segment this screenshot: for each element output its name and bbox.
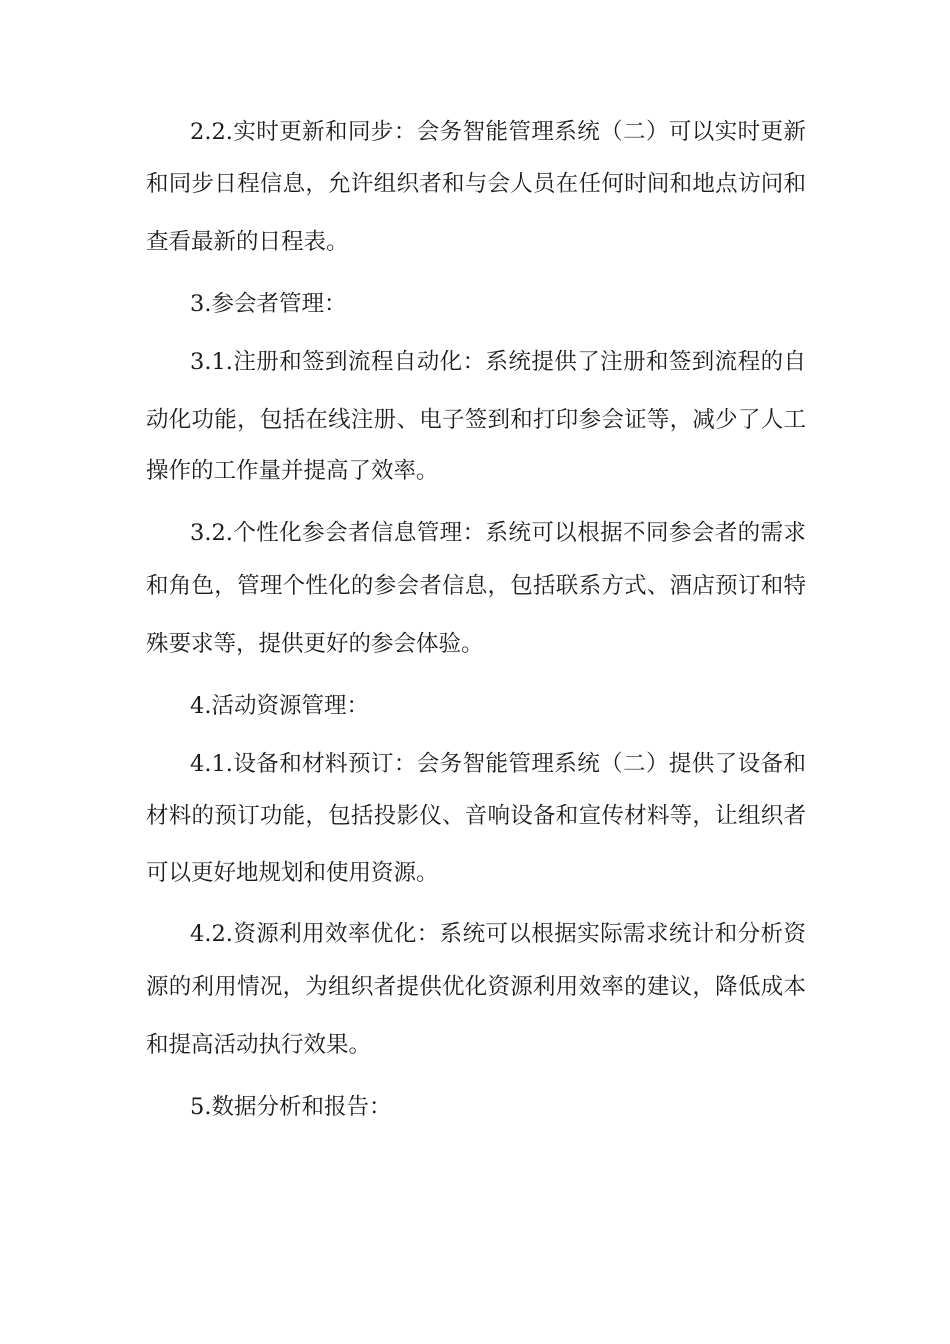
text-line: 2.2.实时更新和同步：会务智能管理系统（二）可以实时更新 xyxy=(190,119,806,145)
section-heading: 3.参会者管理： xyxy=(190,291,347,317)
text-line: 操作的工作量并提高了效率。 xyxy=(146,458,439,484)
text-line: 查看最新的日程表。 xyxy=(146,229,349,255)
text-line: 材料的预订功能，包括投影仪、音响设备和宣传材料等，让组织者 xyxy=(146,803,806,829)
section-heading: 4.活动资源管理： xyxy=(190,693,369,719)
text-line: 和提高活动执行效果。 xyxy=(146,1032,372,1058)
text-line: 4.2.资源利用效率优化：系统可以根据实际需求统计和分析资 xyxy=(190,921,806,947)
text-line: 3.1.注册和签到流程自动化：系统提供了注册和签到流程的自 xyxy=(190,349,806,375)
text-line: 和同步日程信息，允许组织者和与会人员在任何时间和地点访问和 xyxy=(146,171,806,197)
text-line: 3.2.个性化参会者信息管理：系统可以根据不同参会者的需求 xyxy=(190,520,806,546)
text-line: 和角色，管理个性化的参会者信息，包括联系方式、酒店预订和特 xyxy=(146,573,806,599)
text-line: 殊要求等，提供更好的参会体验。 xyxy=(146,631,484,657)
text-line: 动化功能，包括在线注册、电子签到和打印参会证等，减少了人工 xyxy=(146,407,806,433)
section-heading: 5.数据分析和报告： xyxy=(190,1094,392,1120)
text-line: 4.1.设备和材料预订：会务智能管理系统（二）提供了设备和 xyxy=(190,751,806,777)
text-line: 可以更好地规划和使用资源。 xyxy=(146,860,439,886)
text-line: 源的利用情况，为组织者提供优化资源利用效率的建议，降低成本 xyxy=(146,974,806,1000)
